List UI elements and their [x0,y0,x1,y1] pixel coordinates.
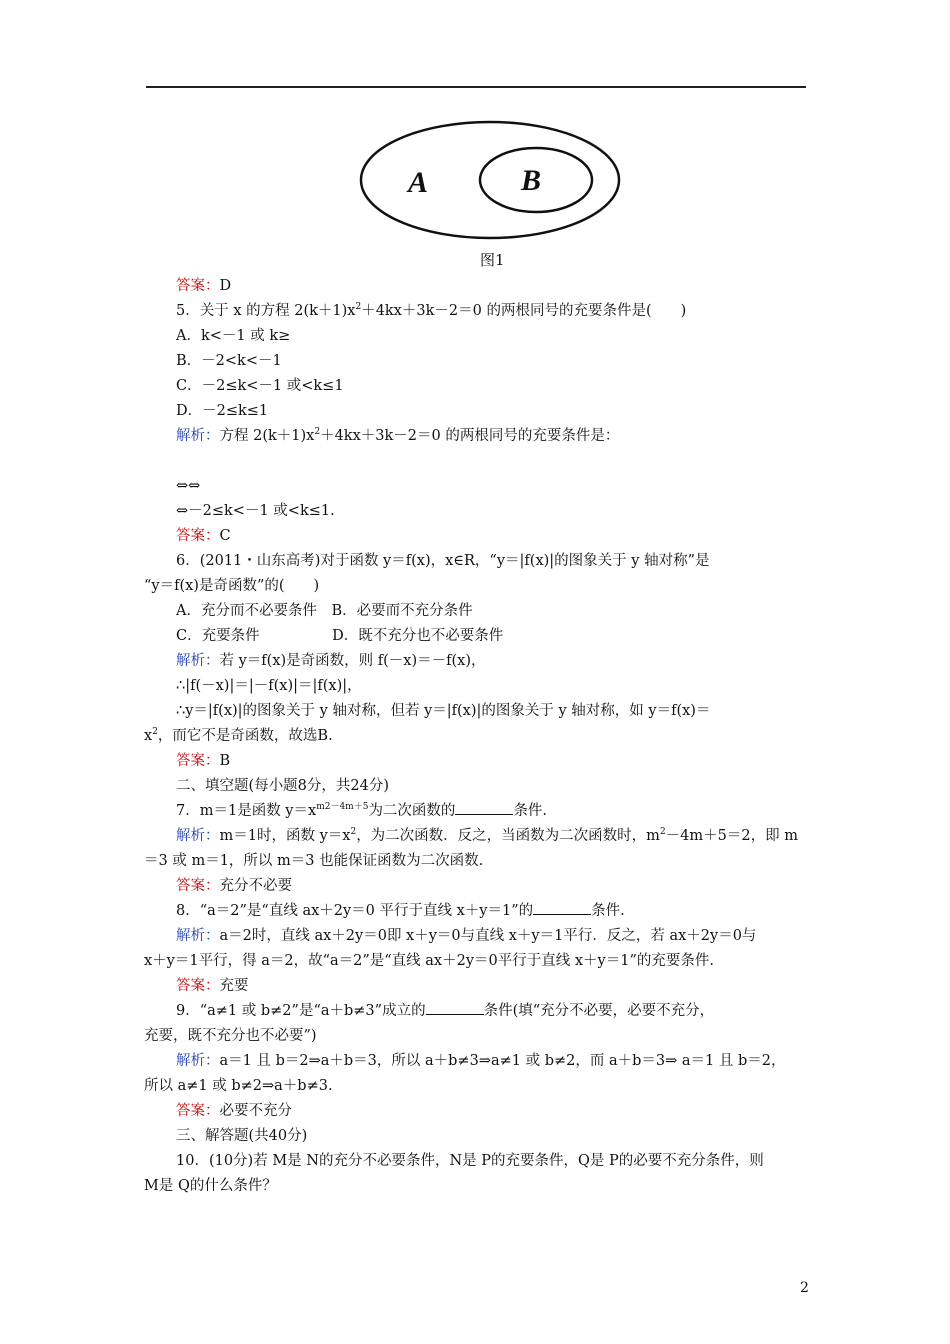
question-9: 9．“a≠1 或 b≠2”是“a＋b≠3”成立的 条件(填“充分不必要，必要不充分， [176,1003,715,1019]
answer-line: 答案：充要 [176,978,249,994]
page-number: 2 [800,1280,809,1296]
document-body [144,274,810,1199]
analysis-line: 解析：若 y＝f(x)是奇函数，则 f(－x)＝－f(x)， [176,653,486,669]
question-9-cont: 充要，既不充分也不必要”) [144,1028,317,1044]
answer-line: 答案：B [176,753,231,769]
answer-line: 答案：充分不必要 [176,878,292,894]
analysis-line-cont: 所以 a≠1 或 b≠2⇒a＋b≠3. [144,1078,333,1094]
analysis-line: ⇔⇔ [176,478,201,494]
analysis-line: 解析：a＝2时，直线 ax＋2y＝0即 x＋y＝0与直线 x＋y＝1平行．反之，若 ax＋2y＝0与 [176,928,757,944]
analysis-line: 解析：m＝1时，函数 $y=x^2$，为二次函数．反之，当函数为二次函数时，$m^2-4m+5=2$，即 m [176,827,798,844]
answer-blank [426,1002,484,1015]
question-7: 7．m＝1是函数 $y=x^{m2-4m+5}$为二次函数的 条件. [176,802,548,819]
question-10: 10．(10分)若 M是 N的充分不必要条件，N是 P的充要条件，Q是 P的必要不充分条件，则 [176,1153,764,1169]
answer-blank [455,802,513,815]
answer-line: 答案：D [176,278,232,294]
analysis-line-cont: x＋y＝1平行，得 a＝2，故“a＝2”是“直线 ax＋2y＝0平行于直线 x＋y＝1”的充要条件. [144,953,714,969]
header-rule [146,86,806,88]
question-8: 8．“a＝2”是“直线 ax＋2y＝0 平行于直线 x＋y＝1”的 条件. [176,903,625,919]
option-a: A．k<－1 或 k≥ [176,328,291,344]
question-5: 5．关于 x 的方程 $2(k+1)x^2+4kx+3k-2=0$ 的两根同号的充要条件是( ) [176,302,687,319]
question-6-cont: “y＝f(x)是奇函数”的( ) [144,578,320,594]
figure-caption: 图1 [480,251,505,269]
analysis-line-cont: ＝3 或 m＝1，所以 m＝3 也能保证函数为二次函数. [144,853,484,869]
answer-line: 答案：必要不充分 [176,1103,292,1119]
option-c: C．－2≤k<－1 或<k≤1 [176,378,344,394]
set-label-b: B [521,164,542,197]
option-cd: C．充要条件 D．既不充分也不必要条件 [176,628,504,644]
answer-line: 答案：C [176,528,231,544]
analysis-line: 解析：a＝1 且 b＝2⇒a＋b＝3，所以 a＋b≠3⇒a≠1 或 b≠2，而 a＋b＝3⇒ a＝1 且 b＝2， [176,1053,786,1069]
outer-ellipse [361,122,619,238]
set-label-a: A [408,166,429,199]
answer-blank [533,902,591,915]
analysis-line: ⇔－2≤k<－1 或<k≤1. [176,503,335,519]
section-heading: 三、解答题(共40分) [176,1128,308,1144]
analysis-line: 解析：方程 $2(k+1)x^2+4kx+3k-2=0$ 的两根同号的充要条件是： [176,427,620,444]
question-10-cont: M是 Q的什么条件？ [144,1178,277,1194]
option-b: B．－2<k<－1 [176,353,282,369]
analysis-line: ∴|f(－x)|＝|－f(x)|＝|f(x)|， [176,678,362,694]
analysis-line: ∴y＝|f(x)|的图象关于 y 轴对称，但若 y＝|f(x)|的图象关于 y 轴对称，如 y＝f(x)＝ [176,703,711,719]
blank-space [176,449,810,474]
option-ab: A．充分而不必要条件 B．必要而不充分条件 [176,603,473,619]
question-6: 6．(2011・山东高考)对于函数 y＝f(x)，x∈R，“y＝|f(x)|的图象关于 y 轴对称”是 [176,553,710,569]
option-d: D．－2≤k≤1 [176,403,269,419]
venn-diagram [358,118,622,242]
analysis-line-cont: $x^2$，而它不是奇函数，故选B. [144,727,333,744]
section-heading: 二、填空题(每小题8分，共24分) [176,778,389,794]
